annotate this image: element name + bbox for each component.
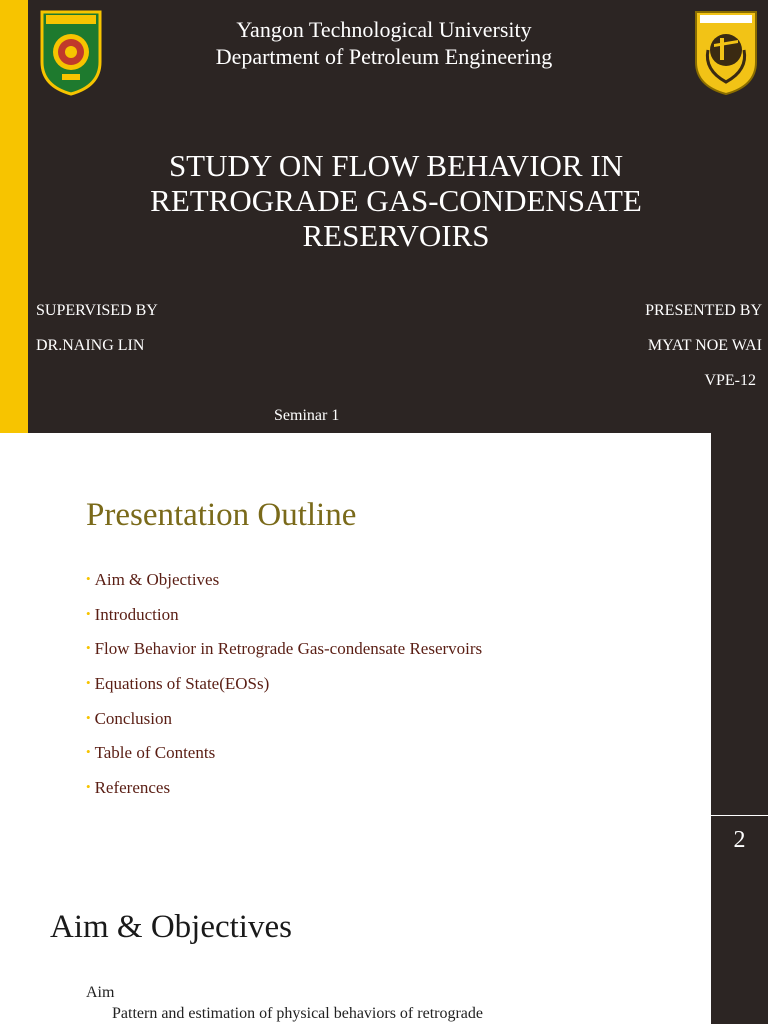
side-bar [711,865,768,1024]
university-name: Yangon Technological University [236,17,532,42]
outline-title: Presentation Outline [86,497,357,533]
list-item-label: Aim & Objectives [94,570,220,589]
seminar-label: Seminar 1 [274,407,340,424]
list-item [86,569,482,604]
aim-title: Aim & Objectives [50,909,292,945]
department-name: Department of Petroleum Engineering [215,44,553,69]
side-bar [711,433,768,865]
bullet-icon: • [86,571,91,586]
list-item [86,742,482,777]
bullet-icon: • [86,605,91,621]
aim-slide [0,865,768,1024]
presenter-id: VPE-12 [704,372,756,389]
bullet-icon: • [86,709,91,725]
aim-subheading: Aim [86,984,115,1001]
list-item [86,638,482,673]
bullet-icon: • [86,744,91,760]
list-item [86,604,482,639]
outline-slide [0,433,768,865]
supervised-by-label: SUPERVISED BY [36,302,158,319]
list-item-label: Equations of State(EOSs) [94,674,270,694]
list-item-label: References [94,778,171,798]
list-item-label: Introduction [94,604,179,624]
list-item [86,708,482,743]
list-item-label: Flow Behavior in Retrograde Gas-condensate Reservoirs [94,639,483,659]
list-item-label: Table of Contents [94,743,216,763]
list-item [86,673,482,708]
presented-by-label: PRESENTED BY [645,302,762,319]
list-item-label: Conclusion [94,708,173,728]
bullet-icon: • [86,779,91,795]
bullet-icon: • [86,675,91,691]
title-slide [0,0,768,433]
page-number: 2 [733,827,746,853]
slide-title: STUDY ON FLOW BEHAVIOR IN RETROGRADE GAS-CONDENSATE RESERVOIRS [150,148,642,253]
page-number-divider [711,815,768,816]
department-emblem-icon [694,10,758,96]
list-item [86,777,482,812]
outline-list [86,569,482,812]
aim-body-cutoff [112,1005,483,1024]
supervisor-name: DR.NAING LIN [36,337,145,354]
presenter-name: MYAT NOE WAI [647,337,762,354]
aim-body-text: Pattern and estimation of physical behaviors of retrograde [112,1005,483,1022]
bullet-icon: • [86,640,91,656]
